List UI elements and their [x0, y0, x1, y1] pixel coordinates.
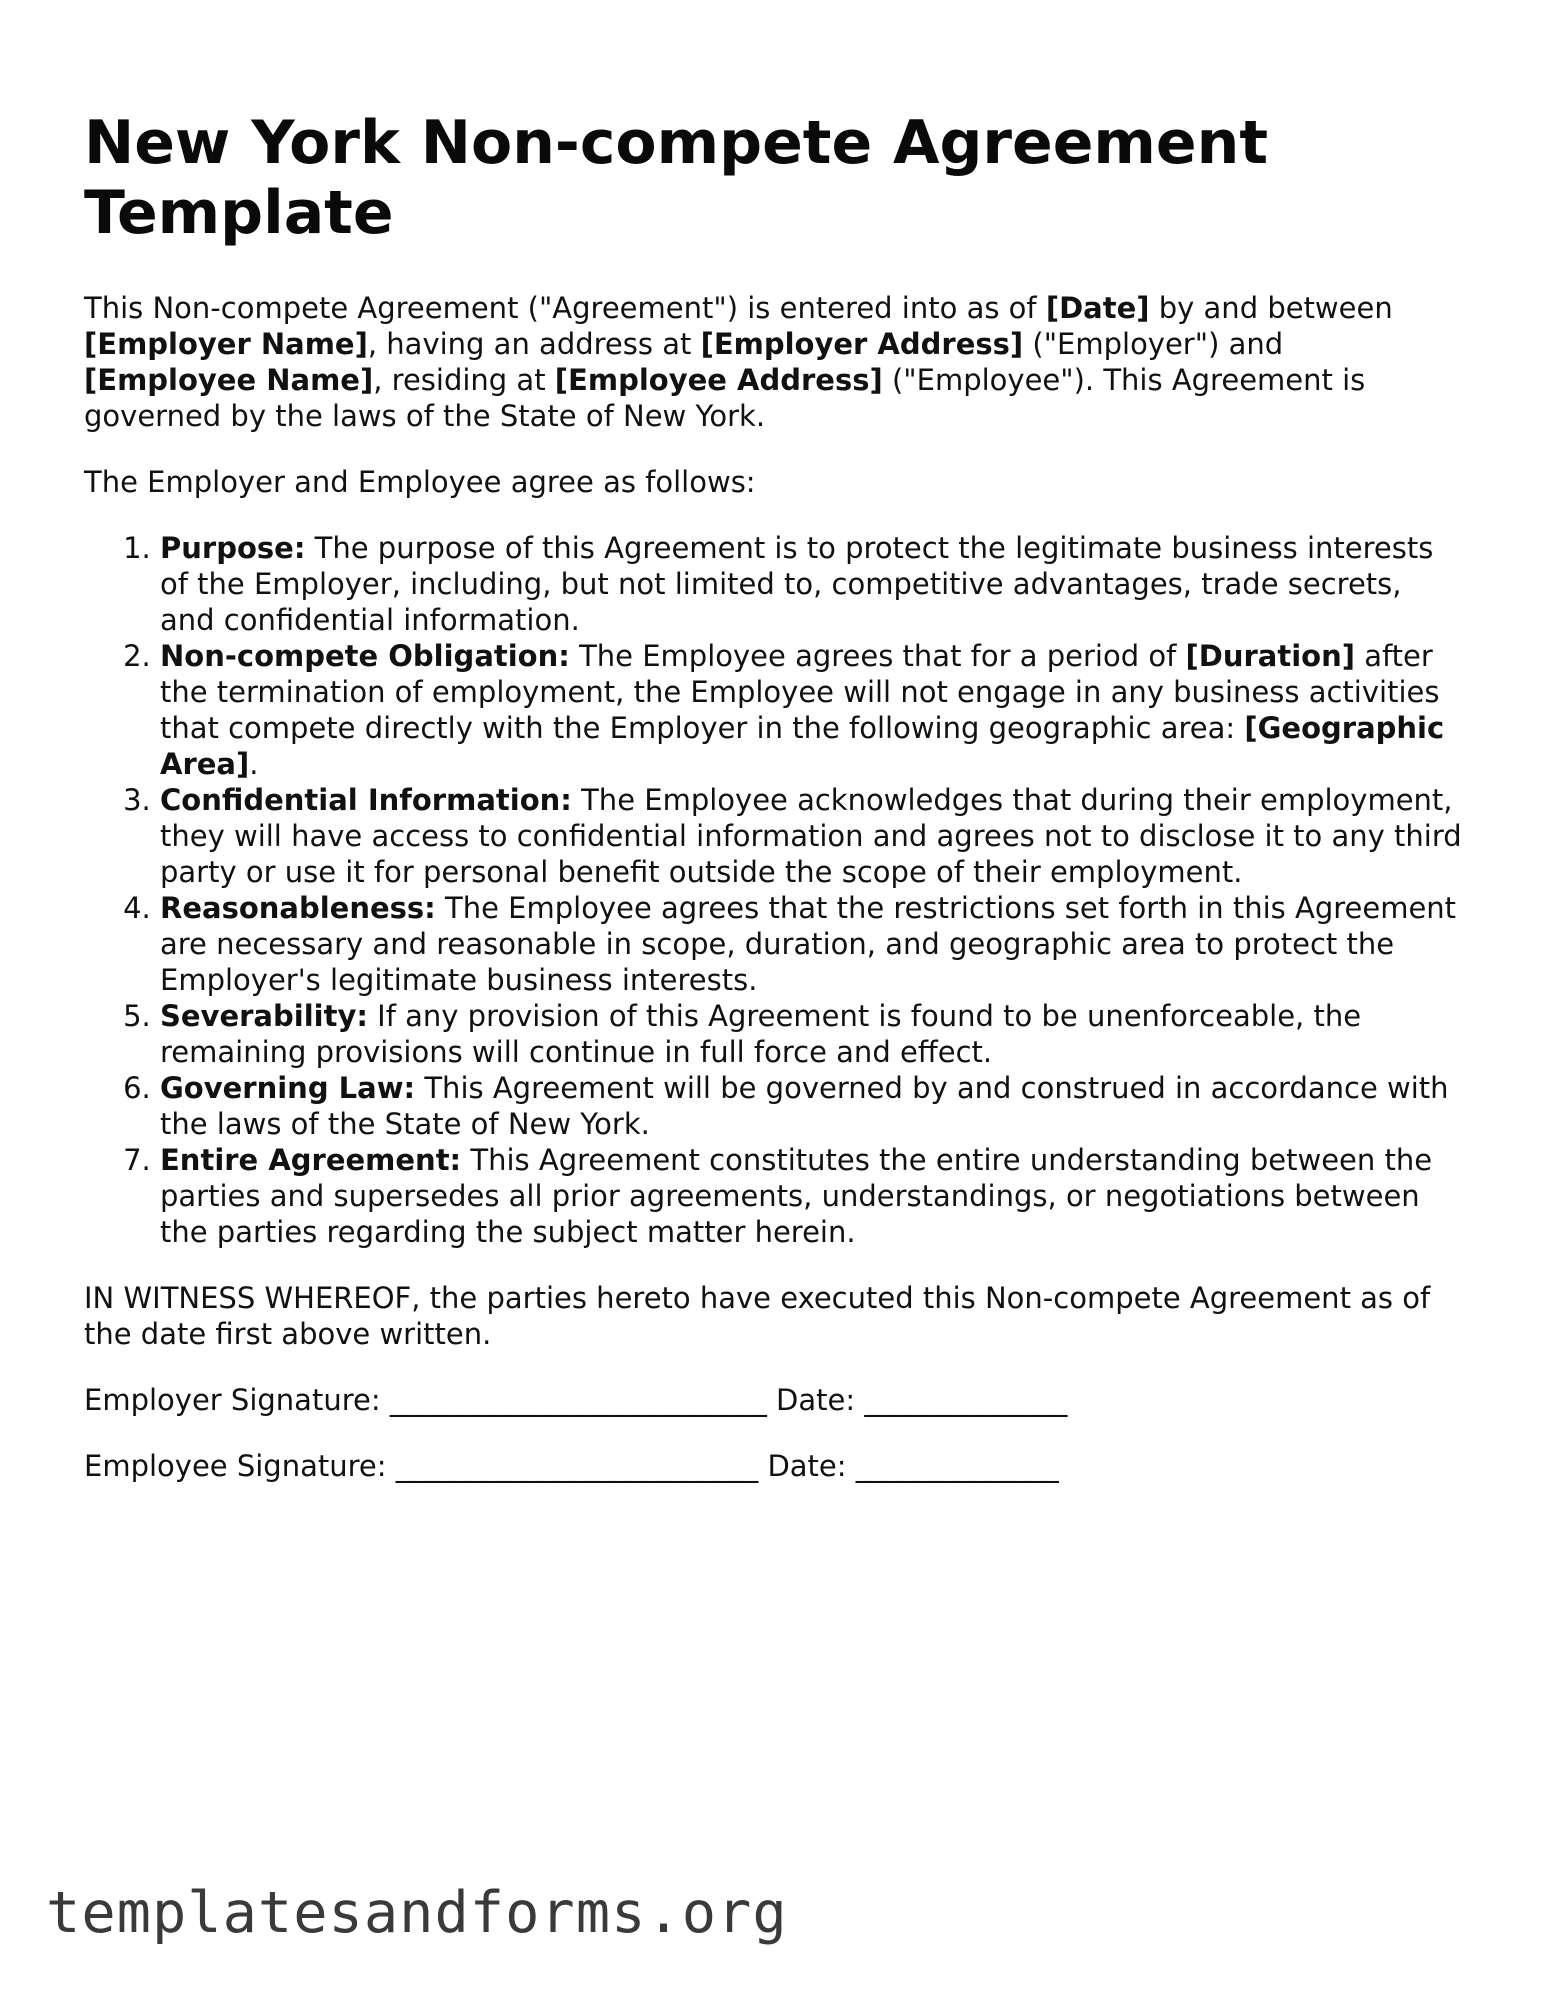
- list-item: 6. Governing Law: This Agreement will be governed by and construed in accordance with the laws of the State of New York.: [160, 1070, 1464, 1142]
- witness-paragraph: IN WITNESS WHEREOF, the parties hereto have executed this Non-compete Agreement as of the date first above written.: [84, 1281, 1431, 1351]
- clause-heading: Governing Law:: [160, 1071, 416, 1105]
- watermark-text: templatesandforms.org: [46, 1880, 788, 1946]
- list-item: 2. Non-compete Obligation: The Employee agrees that for a period of [Duration] after the termination of employment, the Employee will not engage in any business activities that compete directly with the Employer in the following geographic area: [Geographic Area].: [160, 638, 1464, 782]
- employer-signature-line: Employer Signature: __________________________ Date: ______________: [84, 1383, 1068, 1417]
- employer-name-placeholder: [Employer Name]: [84, 327, 368, 361]
- list-item: 7. Entire Agreement: This Agreement constitutes the entire understanding between the parties and supersedes all prior agreements, understandings, or negotiations between the parties regarding the subject matter herein.: [160, 1142, 1464, 1250]
- list-item: 3. Confidential Information: The Employee acknowledges that during their employment, they will have access to confidential information and agrees not to disclose it to any third party or use it for personal benefit outside the scope of their employment.: [160, 782, 1464, 890]
- employee-name-placeholder: [Employee Name]: [84, 363, 374, 397]
- intro-paragraph: This Non-compete Agreement ("Agreement") is entered into as of [Date] by and between [Employer Name], having an address at [Employer Address] ("Employer") and [Employee Name], residing at [Employee Address] ("Employee"). This Agreement is governed by the laws of the State of New York.: [84, 291, 1393, 433]
- clause-heading: Severability:: [160, 999, 368, 1033]
- clause-heading: Non-compete Obligation:: [160, 639, 570, 673]
- list-item: 1. Purpose: The purpose of this Agreement is to protect the legitimate business interests of the Employer, including, but not limited to, competitive advantages, trade secrets, and confidential information.: [160, 530, 1464, 638]
- document-page: [84, 108, 1464, 1514]
- clauses-list: [84, 530, 1464, 1250]
- date-placeholder: [Date]: [1045, 291, 1150, 325]
- clause-heading: Purpose:: [160, 531, 306, 565]
- employer-address-placeholder: [Employer Address]: [700, 327, 1024, 361]
- clause-heading: Entire Agreement:: [160, 1143, 462, 1177]
- page-title: New York Non-compete Agreement Template: [84, 108, 1269, 248]
- geographic-area-placeholder: [Geographic Area]: [160, 711, 1445, 781]
- agree-paragraph: The Employer and Employee agree as follows:: [84, 465, 756, 499]
- list-item: 5. Severability: If any provision of this Agreement is found to be unenforceable, the remaining provisions will continue in full force and effect.: [160, 998, 1464, 1070]
- employee-address-placeholder: [Employee Address]: [554, 363, 883, 397]
- employee-signature-line: Employee Signature: _________________________ Date: ______________: [84, 1449, 1059, 1483]
- duration-placeholder: [Duration]: [1185, 639, 1355, 673]
- clause-heading: Reasonableness:: [160, 891, 436, 925]
- list-item: 4. Reasonableness: The Employee agrees that the restrictions set forth in this Agreement are necessary and reasonable in scope, duration, and geographic area to protect the Employer's legitimate business interests.: [160, 890, 1464, 998]
- clause-heading: Confidential Information:: [160, 783, 572, 817]
